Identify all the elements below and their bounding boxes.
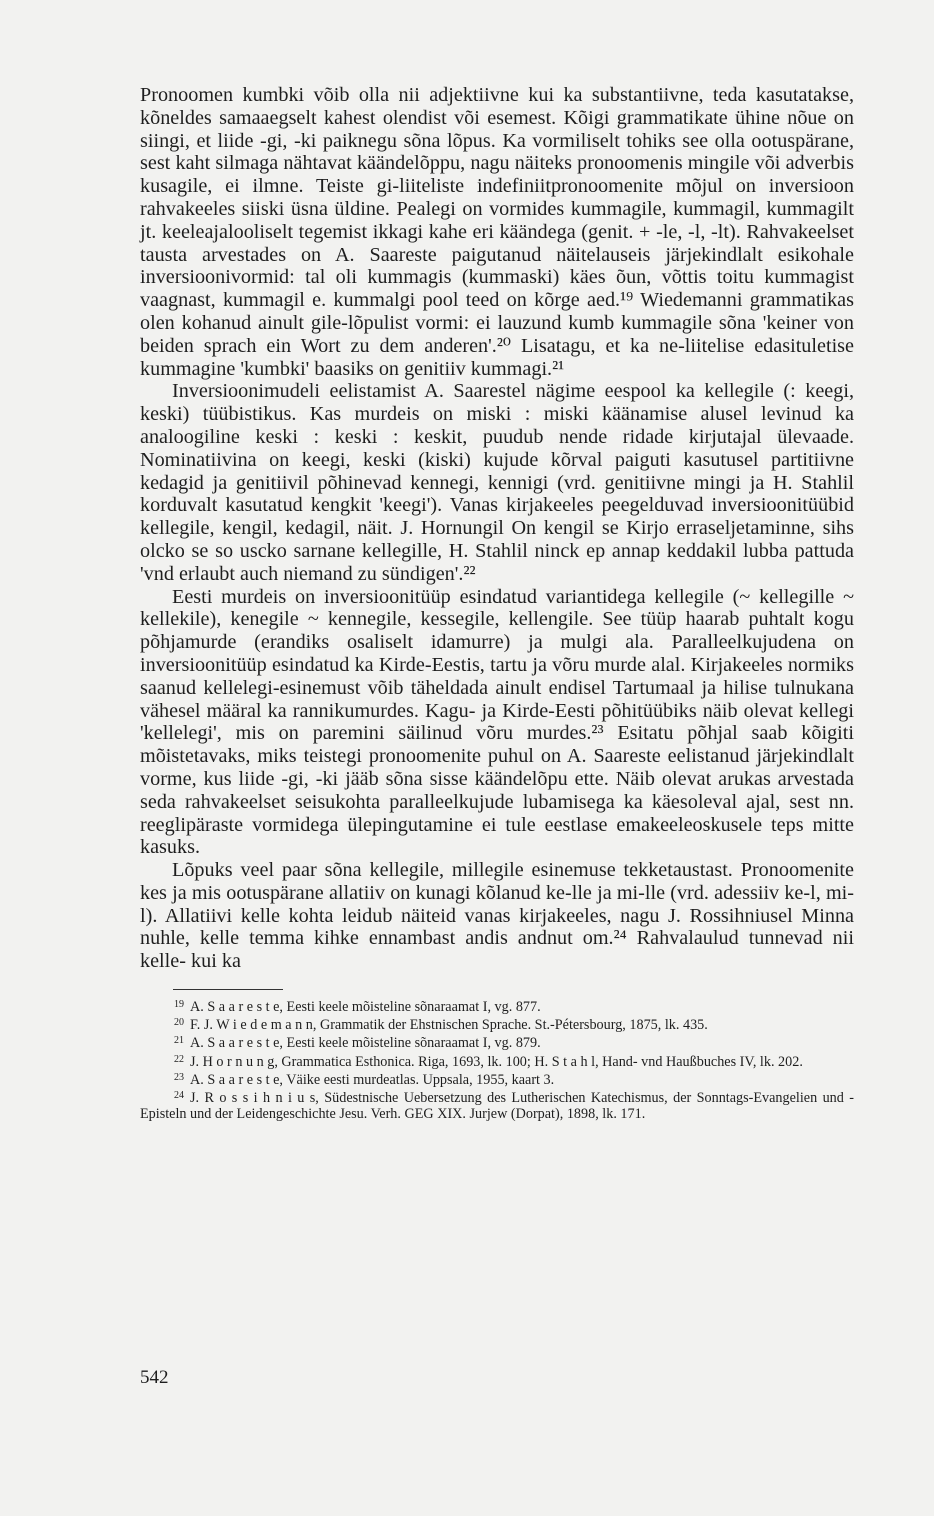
footnotes: [140, 997, 854, 1122]
footnote-number: 21: [174, 1035, 184, 1047]
paragraph-3: Eesti murdeis on inversioonitüüp esindatud variantidega kellegile (~ kellegille ~ kellekile), kenegile ~ kennegile, kessegile, kellengile. See tüüp haarab puhtalt kogu põhjamurde (erandiks osaliselt idamurre) ja mulgi ala. Paralleelkujudena on inversioonitüüp esindatud ka Kirde-Eestis, tartu ja võru murde alal. Kirjakeeles normiks saanud kellelegi-esinemust võib täheldada ainult endisel Tartumaal ja hilise tulnukana vähesel määral ka rannikumurdes. Kagu- ja Kirde-Eesti põhitüübiks näib olevat kellegi 'kellelegi', mis on paremini säilinud võru murdes.²³ Esitatu põhjal saab kõigiti mõistetavaks, miks teistegi pronoomenite puhul on A. Saareste eelistanud järjekindlalt vorme, kus liide -gi, -ki jääb sõna sisse käändelõpu ette. Näib olevat arukas arvestada seda rahvakeelset seisukohta paralleelkujude lubamisega ka käesoleval ajal, sest nn. reeglipäraste vormidega ülepingutamine ei tule eestlase emakeeleoskusele teps mitte kasuks.: [140, 585, 854, 859]
footnote-21: [140, 1033, 854, 1051]
page-number: 542: [140, 1367, 169, 1388]
footnote-text: J. R o s s i h n i u s, Südestnische Uebersetzung des Lutherischen Katechismus, der Sonntags-Evangelien und -Episteln und der Leidengeschichte Jesu. Verh. GEG XIX. Jurjew (Dorpat), 1898, lk. 171.: [140, 1090, 854, 1123]
paragraph-1: Pronoomen kumbki võib olla nii adjektiivne kui ka substantiivne, teda kasutatakse, kõneldes samaaegselt kahest olendist või esemest. Kõigi grammatikate ühine nõue on siingi, et liide -gi, -ki paiknegu sõna lõpus. Ka vormiliselt tohiks see olla ootuspärane, sest kaht silmaga nähtavat käändelõppu, nagu näiteks pronoomenis mingile või adverbis kusagile, ei ilmne. Teiste gi-liiteliste indefiniitpronoomenite mõjul on inversioon rahvakeeles siiski üsna üldine. Pealegi on vormides kummagile, kummagil, kummagilt jt. keeleajalooliselt tegemist ikkagi kahe eri käändega (genit. + -le, -l, -lt). Rahvakeelset tausta arvestades on A. Saareste paigutanud näitelauseis järjekindlalt esikohale inversioonivormid: tal oli kummagis (kummaski) käes õun, võttis toitu kummagist vaagnast, kummagil e. kummalgi pool teed on kõrge aed.¹⁹ Wiedemanni grammatikas olen kohanud ainult gile-lõpulist vormi: ei lauzund kumb kummagile sõna 'keiner von beiden sprach ein Wort zu dem anderen'.²⁰ Lisatagu, et ka ne-liitelise edasituletise kummagine 'kumbki' baasiks on genitiiv kummagi.²¹: [140, 84, 854, 380]
footnote-divider: [173, 989, 283, 990]
footnote-19: [140, 997, 854, 1015]
footnote-text: J. H o r n u n g, Grammatica Esthonica. Riga, 1693, lk. 100; H. S t a h l, Hand- vnd Haußbuches IV, lk. 202.: [190, 1053, 803, 1070]
footnote-number: 20: [174, 1017, 184, 1029]
footnote-text: A. S a a r e s t e, Väike eesti murdeatlas. Uppsala, 1955, kaart 3.: [190, 1071, 555, 1088]
footnote-22: [140, 1052, 854, 1070]
footnote-text: A. S a a r e s t e, Eesti keele mõisteline sõnaraamat I, vg. 879.: [190, 1035, 541, 1052]
footnote-number: 19: [174, 999, 184, 1010]
footnote-20: [140, 1015, 854, 1033]
footnote-number: 23: [174, 1071, 184, 1083]
paragraph-4: Lõpuks veel paar sõna kellegile, millegile esinemuse tekketaustast. Pronoomenite kes ja mis ootuspärane allatiiv on kunagi kõlanud ke-lle ja mi-lle (vrd. adessiiv ke-l, mi-l). Allatiivi kelle kohta leidub näiteid vanas kirjakeeles, nagu J. Rossihniusel Minna nuhle, kelle temma kihke ennambast andis andnut om.²⁴ Rahvalaulud tunnevad nii kelle- kui ka: [140, 859, 854, 973]
footnote-text: F. J. W i e d e m a n n, Grammatik der Ehstnischen Sprache. St.-Pétersbourg, 1875, lk. 435.: [190, 1017, 708, 1034]
paragraph-2: Inversioonimudeli eelistamist A. Saarestel nägime eespool ka kellegile (: keegi, keski) tüübistikus. Kas murdeis on miski : miski käänamise alusel levinud ka analoogiline keski : keski : keskit, puudub nende ridade kirjutajal ülevaade. Nominatiivina on keegi, keski (kiski) kujude kõrval paiguti kasutusel partitiivne kedagid ja genitiivil põhinevad kennegi, kennigi (vrd. genitiivne mingi ja H. Stahlil korduvalt kasutatud kengkit 'keegi'). Vanas kirjakeeles peegelduvad inversioonitüübid kellegile, kengil, kedagil, näit. J. Hornungil On kengil se Kirjo erraseljetaminne, sihs olcko se so uscko sarnane kellegille, H. Stahlil ninck ep annap keddakil lubba pattuda 'vnd erlaubt auch niemand zu sündigen'.²²: [140, 380, 854, 585]
main-text: [140, 84, 854, 973]
footnote-number: 22: [174, 1053, 184, 1065]
footnote-number: 24: [174, 1090, 184, 1102]
footnote-24: [140, 1088, 854, 1122]
footnote-text: A. S a a r e s t e, Eesti keele mõisteline sõnaraamat I, vg. 877.: [190, 999, 541, 1015]
footnote-23: [140, 1070, 854, 1088]
